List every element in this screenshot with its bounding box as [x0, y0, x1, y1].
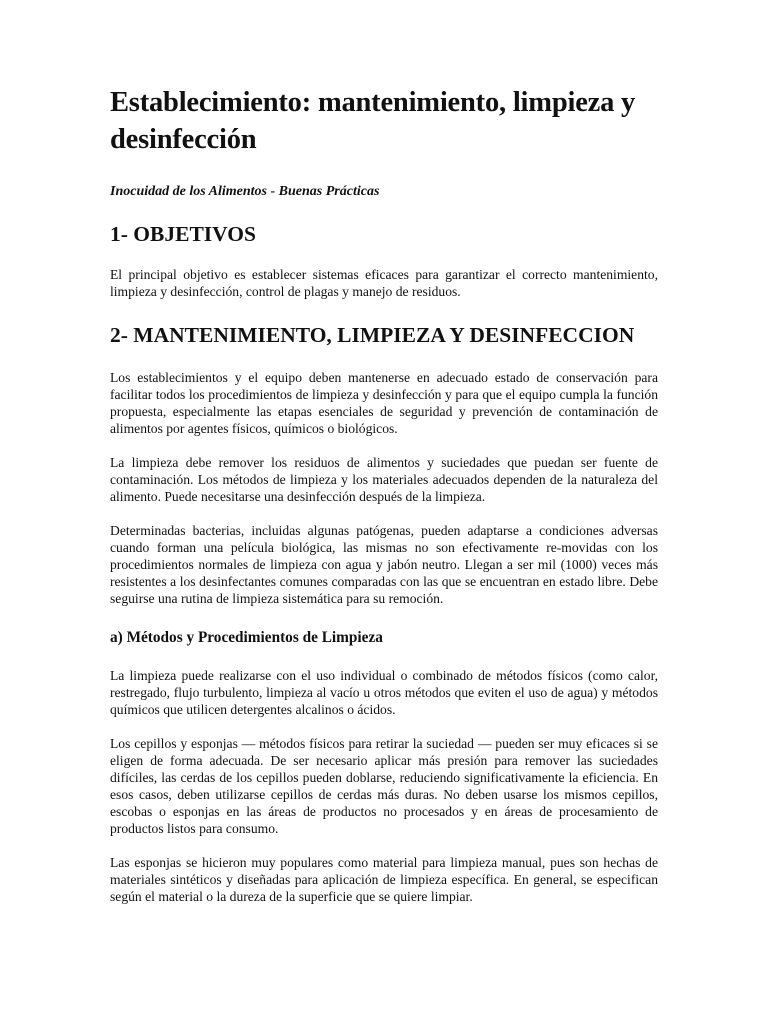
- document-subtitle: Inocuidad de los Alimentos - Buenas Prácticas: [110, 184, 380, 199]
- paragraph: Determinadas bacterias, incluidas algunas patógenas, pueden adaptarse a condiciones adversas cuando forman una película biológica, las mismas no son efectivamente re-movidas con los procedimientos normales de limpieza con agua y jabón neutro. Llegan a ser mil (1000) veces más resistentes a los desinfectantes comunes comparadas con las que se encuentran en estado libre. Debe seguirse una rutina de limpieza sistemática para su remoción.: [110, 523, 658, 606]
- document-page: [110, 84, 658, 905]
- subsection-heading: a) Métodos y Procedimientos de Limpieza: [110, 629, 383, 646]
- paragraph: La limpieza debe remover los residuos de alimentos y suciedades que puedan ser fuente de contaminación. Los métodos de limpieza y los materiales adecuados dependen de la naturaleza del alimento. Puede necesitarse una desinfección después de la limpieza.: [110, 455, 658, 504]
- paragraph: Las esponjas se hicieron muy populares como material para limpieza manual, pues son hechas de materiales sintéticos y diseñadas para aplicación de limpieza específica. En general, se especifican según el material o la dureza de la superficie que se quiere limpiar.: [110, 855, 658, 904]
- paragraph: Los cepillos y esponjas — métodos físicos para retirar la suciedad — pueden ser muy eficaces si se eligen de forma adecuada. De ser necesario aplicar más presión para remover las suciedades difíciles, las cerdas de los cepillos pueden doblarse, reduciendo significativamente la eficiencia. En esos casos, deben utilizarse cepillos de cerdas más duras. No deben usarse los mismos cepillos, escobas o esponjas en las áreas de productos no procesados y en áreas de procesamiento de productos listos para consumo.: [110, 736, 658, 836]
- paragraph: La limpieza puede realizarse con el uso individual o combinado de métodos físicos (como calor, restregado, flujo turbulento, limpieza al vacío u otros métodos que eviten el uso de agua) y métodos químicos que utilicen detergentes alcalinos o ácidos.: [110, 668, 658, 717]
- document-title: Establecimiento: mantenimiento, limpieza y desinfección: [110, 87, 636, 155]
- section-heading-text: OBJETIVOS: [133, 222, 256, 246]
- section-number: 1-: [110, 222, 128, 246]
- section-heading-text: MANTENIMIENTO, LIMPIEZA Y DESINFECCION: [133, 323, 635, 347]
- paragraph: Los establecimientos y el equipo deben mantenerse en adecuado estado de conservación para facilitar todos los procedimientos de limpieza y desinfección y para que el equipo cumpla la función propuesta, especialmente las etapas esenciales de seguridad y prevención de contaminación de alimentos por agentes físicos, químicos o biológicos.: [110, 370, 658, 436]
- section-number: 2-: [110, 323, 128, 347]
- paragraph: El principal objetivo es establecer sistemas eficaces para garantizar el correcto mantenimiento, limpieza y desinfección, control de plagas y manejo de residuos.: [110, 267, 658, 299]
- section-objetivos-heading: [110, 221, 658, 248]
- section-mantenimiento-heading: [110, 322, 658, 349]
